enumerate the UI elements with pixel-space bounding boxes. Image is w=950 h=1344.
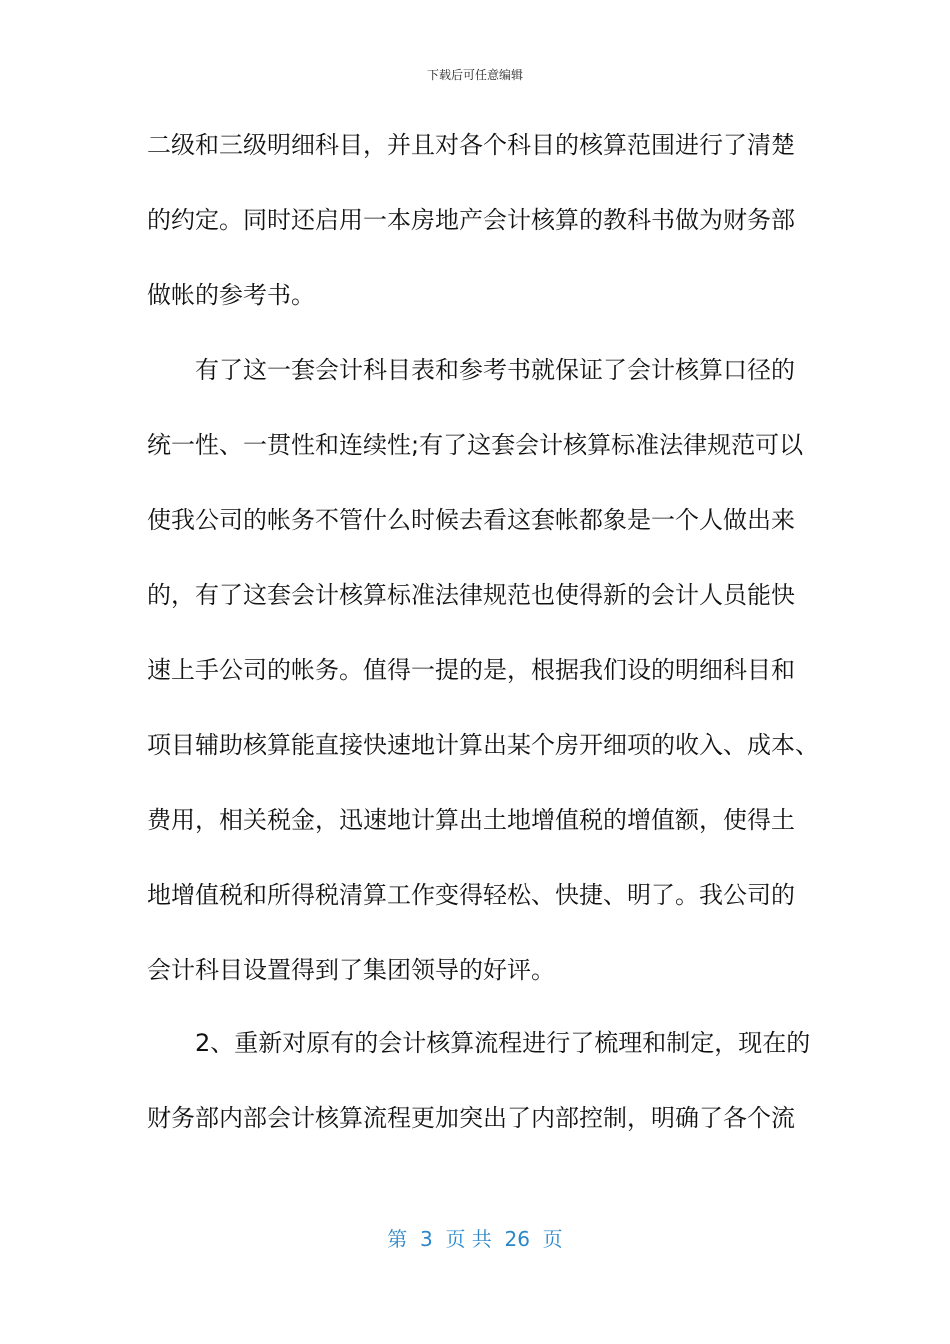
body-line-6: 使我公司的帐务不管什么时候去看这套帐都象是一个人做出来	[147, 506, 795, 534]
body-line-11: 地增值税和所得税清算工作变得轻松、快捷、明了。我公司的	[147, 881, 795, 909]
body-line-8: 速上手公司的帐务。值得一提的是，根据我们设的明细科目和	[147, 656, 795, 684]
body-line-3: 做帐的参考书。	[147, 281, 315, 309]
body-line-12: 会计科目设置得到了集团领导的好评。	[147, 956, 555, 984]
body-line-4: 有了这一套会计科目表和参考书就保证了会计核算口径的	[147, 356, 795, 384]
body-line-1: 二级和三级明细科目，并且对各个科目的核算范围进行了清楚	[147, 131, 795, 159]
body-line-7: 的，有了这套会计核算标准法律规范也使得新的会计人员能快	[147, 581, 795, 609]
body-line-10: 费用，相关税金，迅速地计算出土地增值税的增值额，使得土	[147, 806, 795, 834]
page-number-footer: 第 3 页 共 26 页	[387, 1227, 563, 1251]
body-line-13: 2、重新对原有的会计核算流程进行了梳理和制定，现在的	[147, 1029, 811, 1057]
body-line-2: 的约定。同时还启用一本房地产会计核算的教科书做为财务部	[147, 206, 795, 234]
body-line-14: 财务部内部会计核算流程更加突出了内部控制，明确了各个流	[147, 1104, 795, 1132]
page-header: 下载后可任意编辑	[426, 68, 523, 82]
body-line-5: 统一性、一贯性和连续性;有了这套会计核算标准法律规范可以	[147, 431, 804, 459]
body-line-9: 项目辅助核算能直接快速地计算出某个房开细项的收入、成本、	[147, 731, 819, 759]
